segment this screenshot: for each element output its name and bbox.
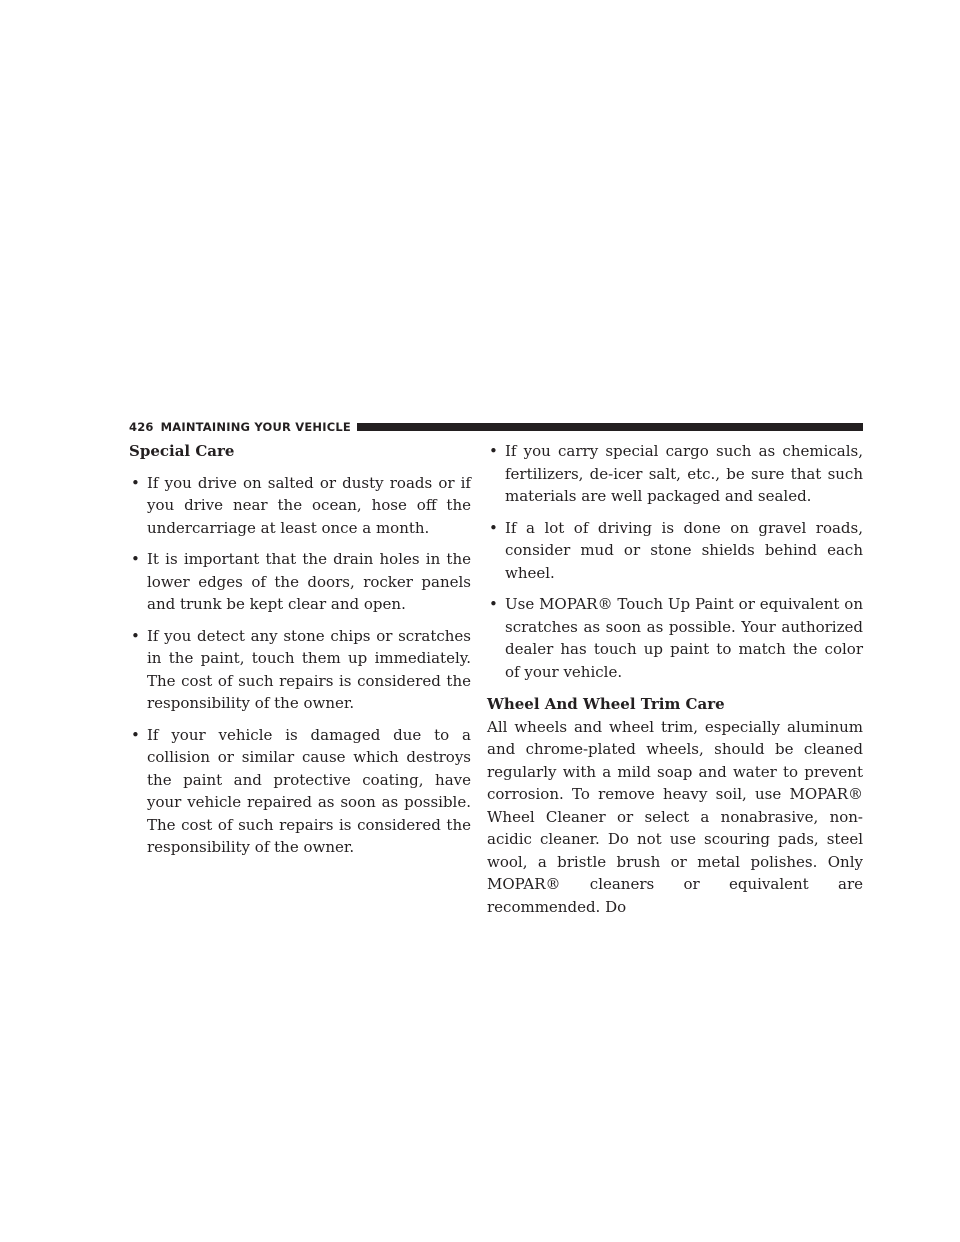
list-item [487,517,863,585]
list-item-text: Use MOPAR® Touch Up Paint or equivalent on scratches as soon as possible. Your authorized dealer has touch up paint to match the color of your vehicle. [505,595,863,681]
list-item-text: If your vehicle is damaged due to a collision or similar cause which destroys the paint and protective coating, have your vehicle repaired as soon as possible. The cost of such repairs is considered the responsibility of the owner. [147,725,471,856]
page-header [129,420,863,434]
bullet-icon: • [489,518,498,537]
right-column [487,440,863,918]
bullet-icon: • [131,725,140,744]
bullet-icon: • [131,473,140,492]
list-item [129,724,471,859]
list-item-text: If you detect any stone chips or scratches in the paint, touch them up immediately. The cost of such repairs is considered the responsibility of the owner. [147,626,471,712]
list-item-text: If you drive on salted or dusty roads or if you drive near the ocean, hose off the undercarriage at least once a month. [147,473,471,537]
list-item [487,593,863,683]
list-item [129,548,471,616]
bullet-icon: • [489,595,498,613]
list-item-text: It is important that the drain holes in the lower edges of the doors, rocker panels and trunk be kept clear and open. [147,550,471,613]
special-care-heading: Special Care [129,442,235,460]
wheel-care-paragraph: All wheels and wheel trim, especially aluminum and chrome-plated wheels, should be cleaned regularly with a mild soap and water to prevent corrosion. To remove heavy soil, use MOPAR® Wheel Cleaner or select a nonabrasive, non-acidic cleaner. Do not use scouring pads, steel wool, a bristle brush or metal polishes. Only MOPAR® cleaners or equivalent are recommended. Do [487,717,863,916]
left-column [129,440,471,859]
wheel-care-heading: Wheel And Wheel Trim Care [487,695,725,713]
list-item [129,472,471,540]
bullet-icon: • [131,550,140,568]
page-number: 426 [129,420,154,434]
list-item-text: If you carry special cargo such as chemicals, fertilizers, de-icer salt, etc., be sure that such materials are well packaged and sealed. [505,442,863,505]
bullet-icon: • [489,442,498,460]
bullet-icon: • [131,626,140,645]
list-item [487,440,863,508]
special-care-list-continued [487,440,863,683]
list-item-text: If a lot of driving is done on gravel roads, consider mud or stone shields behind each wheel. [505,518,863,582]
special-care-list [129,472,471,859]
header-rule [357,423,863,431]
list-item [129,625,471,715]
section-title: MAINTAINING YOUR VEHICLE [160,420,351,434]
